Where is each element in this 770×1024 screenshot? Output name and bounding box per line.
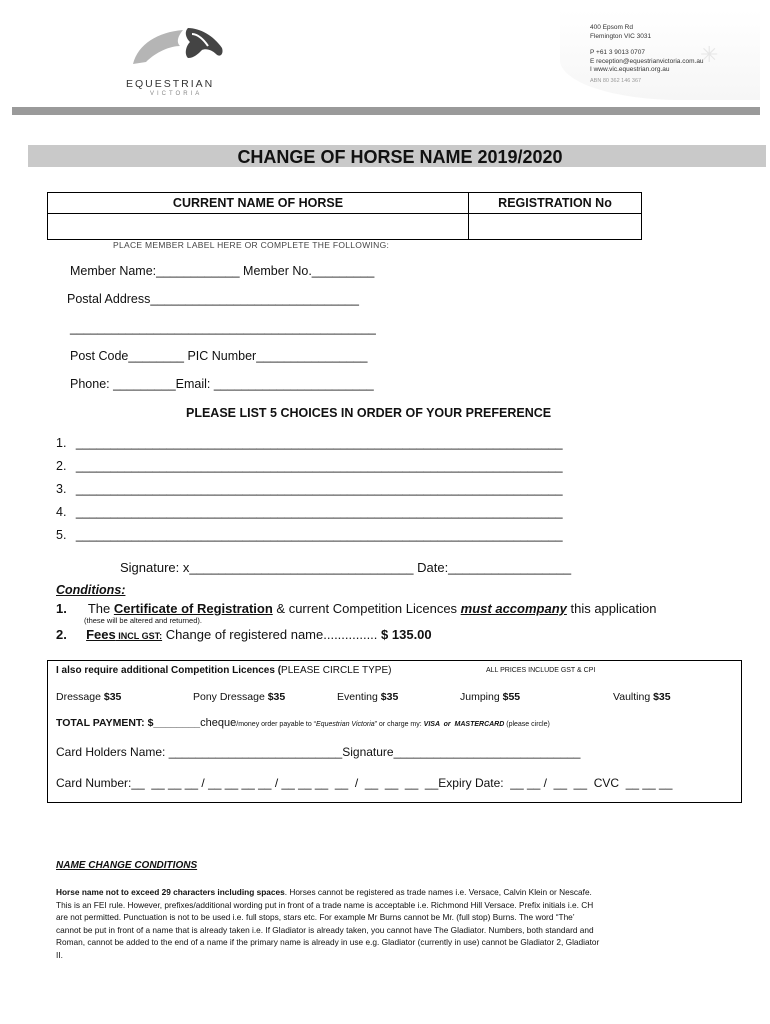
member-name-field[interactable]: Member Name:____________ Member No._________ (70, 264, 375, 278)
choice-line: ______________________________________________________________________ (75, 436, 563, 450)
registration-no-header: REGISTRATION No (469, 193, 642, 214)
choice-1[interactable] (56, 436, 563, 450)
address-line: Flemington VIC 3031 (590, 32, 652, 40)
email-line: E reception@equestrianvictoria.com.au (590, 57, 704, 65)
registration-no-input[interactable] (469, 214, 642, 240)
address-block (590, 24, 704, 85)
logo-name: EQUESTRIAN (126, 78, 215, 90)
licence-vaulting[interactable]: Vaulting $35 (613, 691, 671, 703)
condition-1: 1. The Certificate of Registration & current Competition Licences must accompany this application (56, 601, 657, 616)
licence-pony-dressage[interactable]: Pony Dressage $35 (193, 691, 286, 703)
choices-heading: PLEASE LIST 5 CHOICES IN ORDER OF YOUR PREFERENCE (186, 406, 552, 420)
condition-number: 2. (56, 627, 67, 642)
phone-line: P +61 3 9013 0707 (590, 49, 646, 56)
current-name-input[interactable] (48, 214, 469, 240)
website-line: I www.vic.equestrian.org.au (590, 66, 670, 73)
address-line: 400 Epsom Rd (590, 24, 633, 31)
horse-head-icon (128, 24, 238, 76)
certificate-of-registration: Certificate of Registration (113, 601, 273, 616)
abn-line: ABN 80 362 146 367 (590, 77, 642, 84)
signature-date-field[interactable]: Signature: x_______________________________ Date:_________________ (120, 560, 572, 575)
licence-dressage[interactable]: Dressage $35 (56, 691, 122, 703)
phone-email-field[interactable]: Phone: _________Email: _______________________ (70, 377, 374, 391)
choice-2[interactable] (56, 459, 563, 473)
current-name-header: CURRENT NAME OF HORSE (48, 193, 469, 214)
horse-registration-table (47, 192, 642, 240)
equestrian-logo (118, 24, 238, 90)
conditions-heading: Conditions: (56, 583, 126, 597)
card-holder-field[interactable]: Card Holders Name: __________________________Signature____________________________ (56, 745, 581, 759)
choice-5[interactable] (56, 528, 563, 542)
name-length-rule: Horse name not to exceed 29 characters including spaces (56, 887, 285, 897)
total-payment-label: TOTAL PAYMENT: $________ (56, 717, 201, 729)
licence-jumping[interactable]: Jumping $55 (460, 691, 521, 703)
name-change-heading: NAME CHANGE CONDITIONS (56, 860, 198, 871)
postal-address-line2[interactable]: ____________________________________________ (70, 321, 376, 335)
condition-1-note: (these will be altered and returned). (84, 616, 202, 625)
choice-number: 3. (56, 482, 67, 496)
page-title: CHANGE OF HORSE NAME 2019/2020 (237, 147, 563, 167)
member-label-note: PLACE MEMBER LABEL HERE OR COMPLETE THE FOLLOWING: (113, 240, 390, 250)
choice-number: 1. (56, 436, 67, 450)
logo-subtitle: VICTORIA (150, 91, 203, 97)
must-accompany: must accompany (460, 601, 567, 616)
post-code-field[interactable]: Post Code________ PIC Number________________ (70, 349, 368, 363)
name-change-text: Horse name not to exceed 29 characters including spaces. Horses cannot be registered as trade names i.e. Versace, Calvin Klein or Nescafe. This is an FEI rule. However, prefixes/additional wording put in front of a trade name is acceptable i.e. Richmond Hill Versace. Prefix initials i.e. CH are not permitted. Punctuation is not to be used i.e. full stops, stars etc. For example Mr Burns cannot be Mr. (full stop) Burns. The word “The’ cannot be put in front of a name that is already taken i.e. If Gladiator is already taken, you cannot have The Gladiator. Numbers, both standard and Roman, cannot be added to the end of a name if the primary name is already in use e.g. Gladiator (currently in use) cannot be Gladiator 2, Gladiator II. (56, 887, 600, 960)
header-divider (12, 107, 760, 115)
choice-number: 5. (56, 528, 67, 542)
condition-number: 1. (56, 601, 67, 616)
incl-gst-label: INCL GST: (115, 631, 163, 641)
licence-request: I also require additional Competition Licences (PLEASE CIRCLE TYPE) (56, 665, 392, 676)
total-payment-line[interactable]: TOTAL PAYMENT: $________cheque/money order payable to “Equestrian Victoria” or charge my: VISA or MASTERCARD (please circle) (56, 717, 550, 729)
choice-number: 2. (56, 459, 67, 473)
choice-line: ______________________________________________________________________ (75, 459, 563, 473)
choice-number: 4. (56, 505, 67, 519)
fee-price: $ 135.00 (381, 627, 432, 642)
card-number-field[interactable]: Card Number:__ __ __ __ / __ __ __ __ / __ __ __ __ / __ __ __ __Expiry Date: __ __ / __ __ CVC __ __ __ (56, 776, 673, 790)
choice-line: ______________________________________________________________________ (75, 505, 563, 519)
licence-eventing[interactable]: Eventing $35 (337, 691, 399, 703)
choice-line: ______________________________________________________________________ (75, 482, 563, 496)
condition-2: 2. Fees INCL GST: Change of registered name............... $ 135.00 (56, 627, 432, 642)
all-prices-note: ALL PRICES INCLUDE GST & CPI (486, 667, 596, 674)
choice-4[interactable] (56, 505, 563, 519)
choice-3[interactable] (56, 482, 563, 496)
postal-address-field[interactable]: Postal Address______________________________ (67, 292, 359, 306)
choice-line: ______________________________________________________________________ (75, 528, 563, 542)
fees-label: Fees (86, 627, 116, 642)
